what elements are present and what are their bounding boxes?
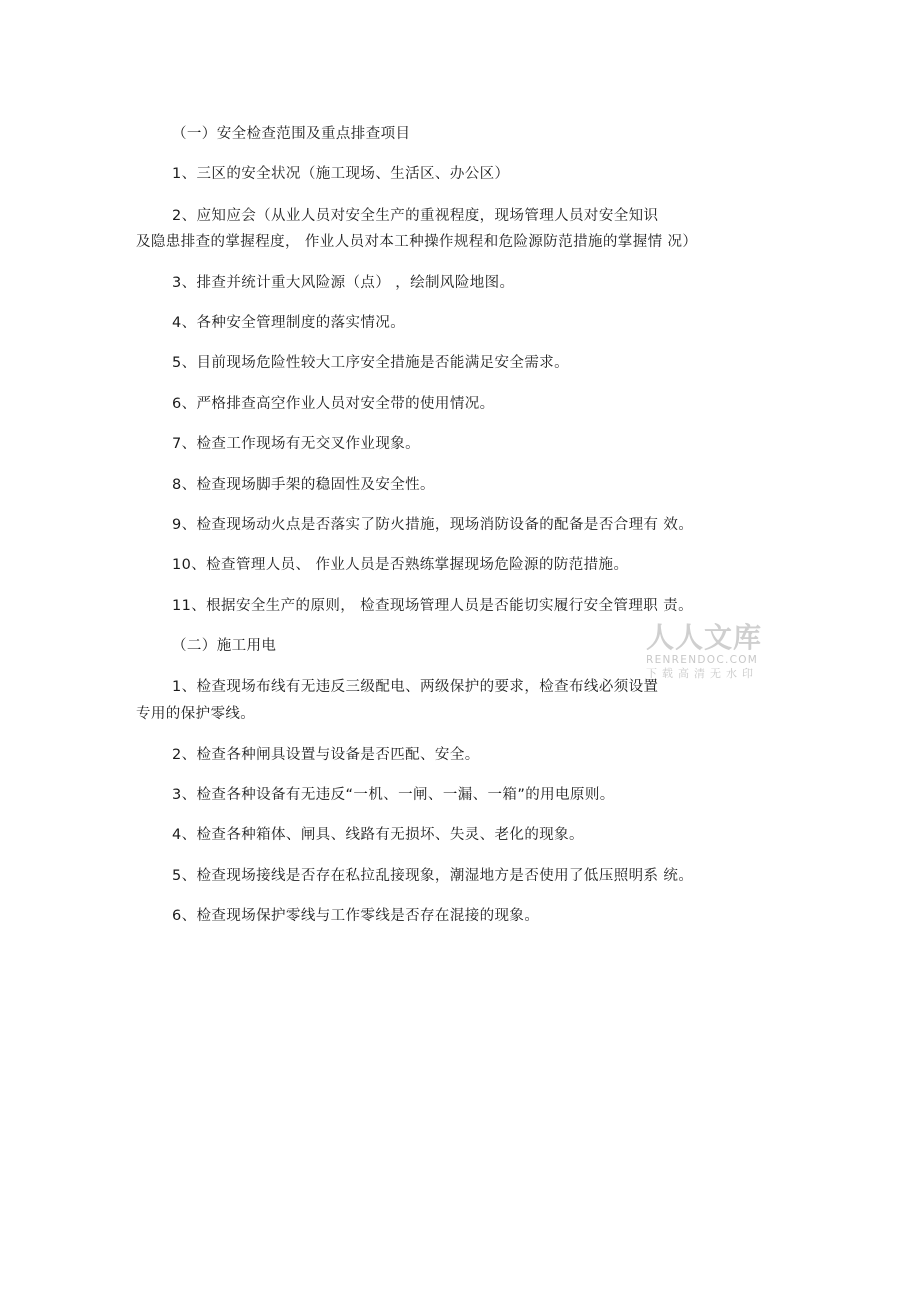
paragraph-line: 5、目前现场危险性较大工序安全措施是否能满足安全需求。 [172,355,570,371]
paragraph-line: 1、检查现场布线有无违反三级配电、两级保护的要求，检查布线必须设置 [172,679,659,695]
paragraph-line: 8、检查现场脚手架的稳固性及安全性。 [172,477,435,493]
paragraph-line: 9、检查现场动火点是否落实了防火措施，现场消防设备的配备是否合理有 效。 [172,517,694,533]
watermark [646,622,776,681]
paragraph-line: 2、应知应会（从业人员对安全生产的重视程度，现场管理人员对安全知识 [172,208,659,224]
watermark-domain: RENRENDOC.COM [646,654,759,666]
paragraph-line: 4、各种安全管理制度的落实情况。 [172,315,406,331]
paragraph-line: 2、检查各种闸具设置与设备是否匹配、安全。 [172,747,480,763]
paragraph-line: 3、检查各种设备有无违反“一机、一闸、一漏、一箱”的用电原则。 [172,787,615,803]
section-heading-1: （一）安全检查范围及重点排查项目 [172,126,411,142]
paragraph-line: 1、三区的安全状况（施工现场、生活区、办公区） [172,166,510,182]
paragraph-line: 11、根据安全生产的原则， 检查现场管理人员是否能切实履行安全管理职 责。 [172,598,693,614]
paragraph-line: 及隐患排查的掌握程度， 作业人员对本工种操作规程和危险源防范措施的掌握情 况） [136,234,698,250]
paragraph-line: 6、检查现场保护零线与工作零线是否存在混接的现象。 [172,908,540,924]
paragraph-line: 7、检查工作现场有无交叉作业现象。 [172,436,421,452]
paragraph-line: 专用的保护零线。 [136,706,256,722]
paragraph-line: 5、检查现场接线是否存在私拉乱接现象，潮湿地方是否使用了低压照明系 统。 [172,868,694,884]
paragraph-line: 3、排查并统计重大风险源（点） ，绘制风险地图。 [172,275,515,291]
paragraph-line: 10、检查管理人员、 作业人员是否熟练掌握现场危险源的防范措施。 [172,557,629,573]
paragraph-line: 6、严格排查高空作业人员对安全带的使用情况。 [172,396,495,412]
section-heading-2: （二）施工用电 [172,638,277,654]
watermark-tagline: 下载高清无水印 [646,667,758,680]
watermark-title: 人人文库 [646,621,763,654]
paragraph-line: 4、检查各种箱体、闸具、线路有无损坏、失灵、老化的现象。 [172,827,584,843]
